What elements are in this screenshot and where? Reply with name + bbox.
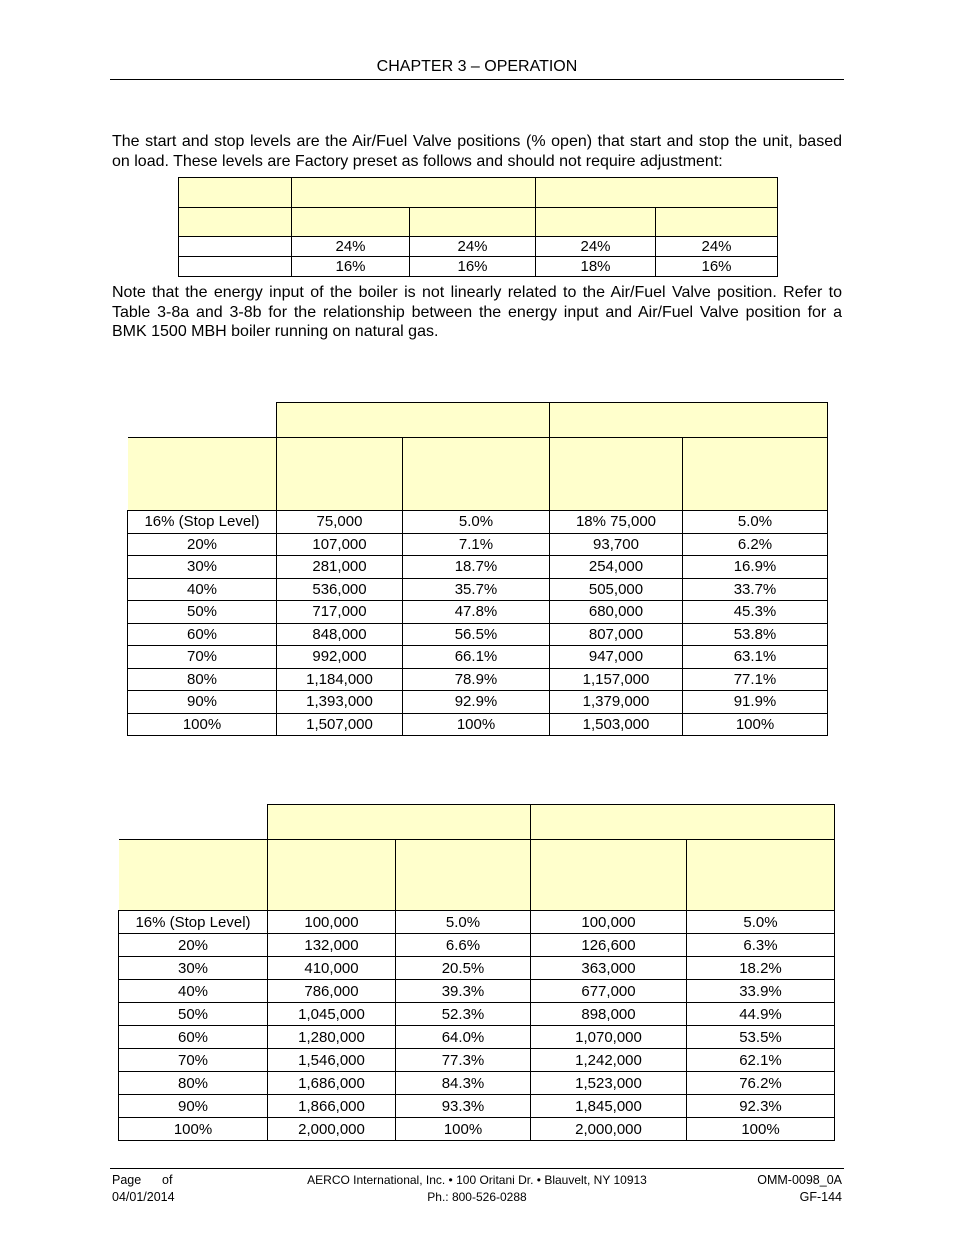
levels-subheader-cell [410, 208, 536, 237]
table-cell: 100% [128, 713, 277, 736]
table-cell: 1,393,000 [277, 691, 403, 714]
table-cell: 126,600 [531, 934, 687, 957]
table-row [119, 980, 835, 1003]
table-cell: 807,000 [550, 623, 683, 646]
table-cell: 100% [683, 713, 828, 736]
table-a-blank-corner [128, 403, 277, 438]
table-cell: 16% [656, 257, 778, 277]
header-rule [110, 79, 844, 80]
table-cell: 18% 75,000 [550, 511, 683, 534]
table-row [119, 1003, 835, 1026]
table-cell: 100% [396, 1118, 531, 1141]
table-cell: 56.5% [403, 623, 550, 646]
table-cell: 254,000 [550, 556, 683, 579]
table-cell: 5.0% [403, 511, 550, 534]
table-cell: 16% [410, 257, 536, 277]
table-cell: 6.3% [687, 934, 835, 957]
table-cell: 848,000 [277, 623, 403, 646]
table-cell: 16% [292, 257, 410, 277]
table-a-header-valve-position [128, 438, 277, 511]
table-cell: 7.1% [403, 533, 550, 556]
levels-subheader-cell [656, 208, 778, 237]
footer-date: 04/01/2014 [112, 1190, 175, 1204]
table-cell: 2,000,000 [268, 1118, 396, 1141]
table-cell: 47.8% [403, 601, 550, 624]
table-cell: 30% [119, 957, 268, 980]
table-row [128, 601, 828, 624]
table-cell: 80% [119, 1072, 268, 1095]
table-cell: 16% (Stop Level) [128, 511, 277, 534]
table-cell: 75,000 [277, 511, 403, 534]
table-cell: 363,000 [531, 957, 687, 980]
table-row [128, 533, 828, 556]
table-cell: 1,507,000 [277, 713, 403, 736]
table-cell: 100,000 [531, 911, 687, 934]
table-cell: 60% [128, 623, 277, 646]
table-b-header-cell [396, 840, 531, 911]
table-cell: 717,000 [277, 601, 403, 624]
table-row [119, 1026, 835, 1049]
table-a-header-cell [550, 438, 683, 511]
table-b-blank-corner [119, 805, 268, 840]
table-row [179, 257, 778, 277]
table-cell: 1,686,000 [268, 1072, 396, 1095]
note-paragraph: Note that the energy input of the boiler is not linearly related to the Air/Fuel Valve position. Refer to Table 3-8a and 3-8b for the relationship between the energy input and Air/Fuel Valve position for a BMK 1500 MBH boiler running on natural gas. [112, 284, 842, 340]
table-a-header-cell [683, 438, 828, 511]
start-stop-levels-table [178, 177, 778, 277]
intro-paragraph: The start and stop levels are the Air/Fuel Valve positions (% open) that start and stop the unit, based on load. These levels are Factory preset as follows and should not require adjustment: [112, 133, 842, 170]
table-cell: 77.1% [683, 668, 828, 691]
table-cell: 410,000 [268, 957, 396, 980]
table-cell: 1,280,000 [268, 1026, 396, 1049]
table-b-header-valve-position [119, 840, 268, 911]
table-row [128, 578, 828, 601]
company-address: AERCO International, Inc. • 100 Oritani Dr. • Blauvelt, NY 10913 [307, 1173, 647, 1187]
table-cell: 281,000 [277, 556, 403, 579]
table-a-header-cell [403, 438, 550, 511]
table-cell: 30% [128, 556, 277, 579]
table-cell: 90% [119, 1095, 268, 1118]
table-row [119, 1072, 835, 1095]
table-cell: 5.0% [396, 911, 531, 934]
table-cell: 93.3% [396, 1095, 531, 1118]
table-cell: 1,045,000 [268, 1003, 396, 1026]
table-row [128, 646, 828, 669]
energy-input-table-b [118, 804, 835, 1141]
energy-input-table-a [127, 402, 828, 736]
table-cell: 60% [119, 1026, 268, 1049]
document-number: OMM-0098_0A [757, 1173, 842, 1187]
table-b-header-cell [531, 840, 687, 911]
footer-rule [110, 1168, 844, 1169]
table-cell: 20% [128, 533, 277, 556]
table-cell: 505,000 [550, 578, 683, 601]
table-cell: 992,000 [277, 646, 403, 669]
table-cell: 66.1% [403, 646, 550, 669]
table-cell: 93,700 [550, 533, 683, 556]
levels-subheader-cell [292, 208, 410, 237]
table-a-header-group-2 [550, 403, 828, 438]
page-number-label: Page of [112, 1173, 173, 1187]
table-cell: 536,000 [277, 578, 403, 601]
table-row [119, 957, 835, 980]
table-cell: 62.1% [687, 1049, 835, 1072]
table-cell: 45.3% [683, 601, 828, 624]
table-cell: 1,845,000 [531, 1095, 687, 1118]
table-cell: 6.2% [683, 533, 828, 556]
levels-row-label [179, 257, 292, 277]
table-cell: 53.5% [687, 1026, 835, 1049]
levels-header-corner [179, 178, 292, 208]
table-cell: 70% [128, 646, 277, 669]
table-cell: 100,000 [268, 911, 396, 934]
table-cell: 44.9% [687, 1003, 835, 1026]
table-row [128, 668, 828, 691]
table-cell: 24% [410, 237, 536, 257]
table-cell: 52.3% [396, 1003, 531, 1026]
levels-header-group-2 [536, 178, 778, 208]
table-cell: 898,000 [531, 1003, 687, 1026]
table-cell: 24% [656, 237, 778, 257]
table-cell: 92.3% [687, 1095, 835, 1118]
table-cell: 92.9% [403, 691, 550, 714]
table-cell: 1,546,000 [268, 1049, 396, 1072]
table-cell: 33.9% [687, 980, 835, 1003]
table-cell: 50% [128, 601, 277, 624]
table-a-header-cell [277, 438, 403, 511]
table-row [128, 691, 828, 714]
table-row [128, 556, 828, 579]
table-cell: 100% [403, 713, 550, 736]
table-cell: 1,503,000 [550, 713, 683, 736]
table-cell: 76.2% [687, 1072, 835, 1095]
table-cell: 677,000 [531, 980, 687, 1003]
footer-right [757, 1172, 842, 1206]
table-row [119, 1118, 835, 1141]
table-cell: 39.3% [396, 980, 531, 1003]
levels-subheader-cell [536, 208, 656, 237]
table-cell: 40% [128, 578, 277, 601]
table-cell: 5.0% [687, 911, 835, 934]
table-cell: 33.7% [683, 578, 828, 601]
table-cell: 70% [119, 1049, 268, 1072]
table-cell: 786,000 [268, 980, 396, 1003]
table-cell: 680,000 [550, 601, 683, 624]
table-cell: 91.9% [683, 691, 828, 714]
table-cell: 1,157,000 [550, 668, 683, 691]
table-cell: 1,523,000 [531, 1072, 687, 1095]
table-row [119, 1095, 835, 1118]
table-cell: 1,866,000 [268, 1095, 396, 1118]
table-cell: 35.7% [403, 578, 550, 601]
table-row [179, 237, 778, 257]
table-cell: 50% [119, 1003, 268, 1026]
table-cell: 947,000 [550, 646, 683, 669]
table-cell: 24% [292, 237, 410, 257]
table-cell: 2,000,000 [531, 1118, 687, 1141]
table-row [119, 934, 835, 957]
table-cell: 84.3% [396, 1072, 531, 1095]
table-cell: 77.3% [396, 1049, 531, 1072]
table-row [128, 511, 828, 534]
levels-header-group-1 [292, 178, 536, 208]
table-cell: 132,000 [268, 934, 396, 957]
table-cell: 64.0% [396, 1026, 531, 1049]
table-cell: 80% [128, 668, 277, 691]
table-cell: 5.0% [683, 511, 828, 534]
table-row [128, 713, 828, 736]
company-phone: Ph.: 800-526-0288 [427, 1190, 527, 1204]
table-a-header-group-1 [277, 403, 550, 438]
table-cell: 63.1% [683, 646, 828, 669]
table-row [119, 911, 835, 934]
table-b-header-group-2 [531, 805, 835, 840]
table-cell: 16% (Stop Level) [119, 911, 268, 934]
table-row [119, 1049, 835, 1072]
table-cell: 6.6% [396, 934, 531, 957]
table-b-header-cell [687, 840, 835, 911]
table-cell: 90% [128, 691, 277, 714]
table-b-header-group-1 [268, 805, 531, 840]
table-cell: 20% [119, 934, 268, 957]
document-code: GF-144 [799, 1190, 842, 1204]
table-cell: 78.9% [403, 668, 550, 691]
table-cell: 18% [536, 257, 656, 277]
table-cell: 53.8% [683, 623, 828, 646]
table-cell: 100% [119, 1118, 268, 1141]
table-cell: 20.5% [396, 957, 531, 980]
table-cell: 18.2% [687, 957, 835, 980]
table-cell: 40% [119, 980, 268, 1003]
levels-row-label [179, 237, 292, 257]
table-cell: 1,242,000 [531, 1049, 687, 1072]
table-cell: 1,379,000 [550, 691, 683, 714]
table-cell: 24% [536, 237, 656, 257]
table-cell: 18.7% [403, 556, 550, 579]
table-row [128, 623, 828, 646]
levels-subheader-corner [179, 208, 292, 237]
table-cell: 16.9% [683, 556, 828, 579]
table-b-header-cell [268, 840, 396, 911]
table-cell: 107,000 [277, 533, 403, 556]
table-cell: 1,184,000 [277, 668, 403, 691]
table-cell: 1,070,000 [531, 1026, 687, 1049]
chapter-title: CHAPTER 3 – OPERATION [376, 58, 578, 75]
table-cell: 100% [687, 1118, 835, 1141]
